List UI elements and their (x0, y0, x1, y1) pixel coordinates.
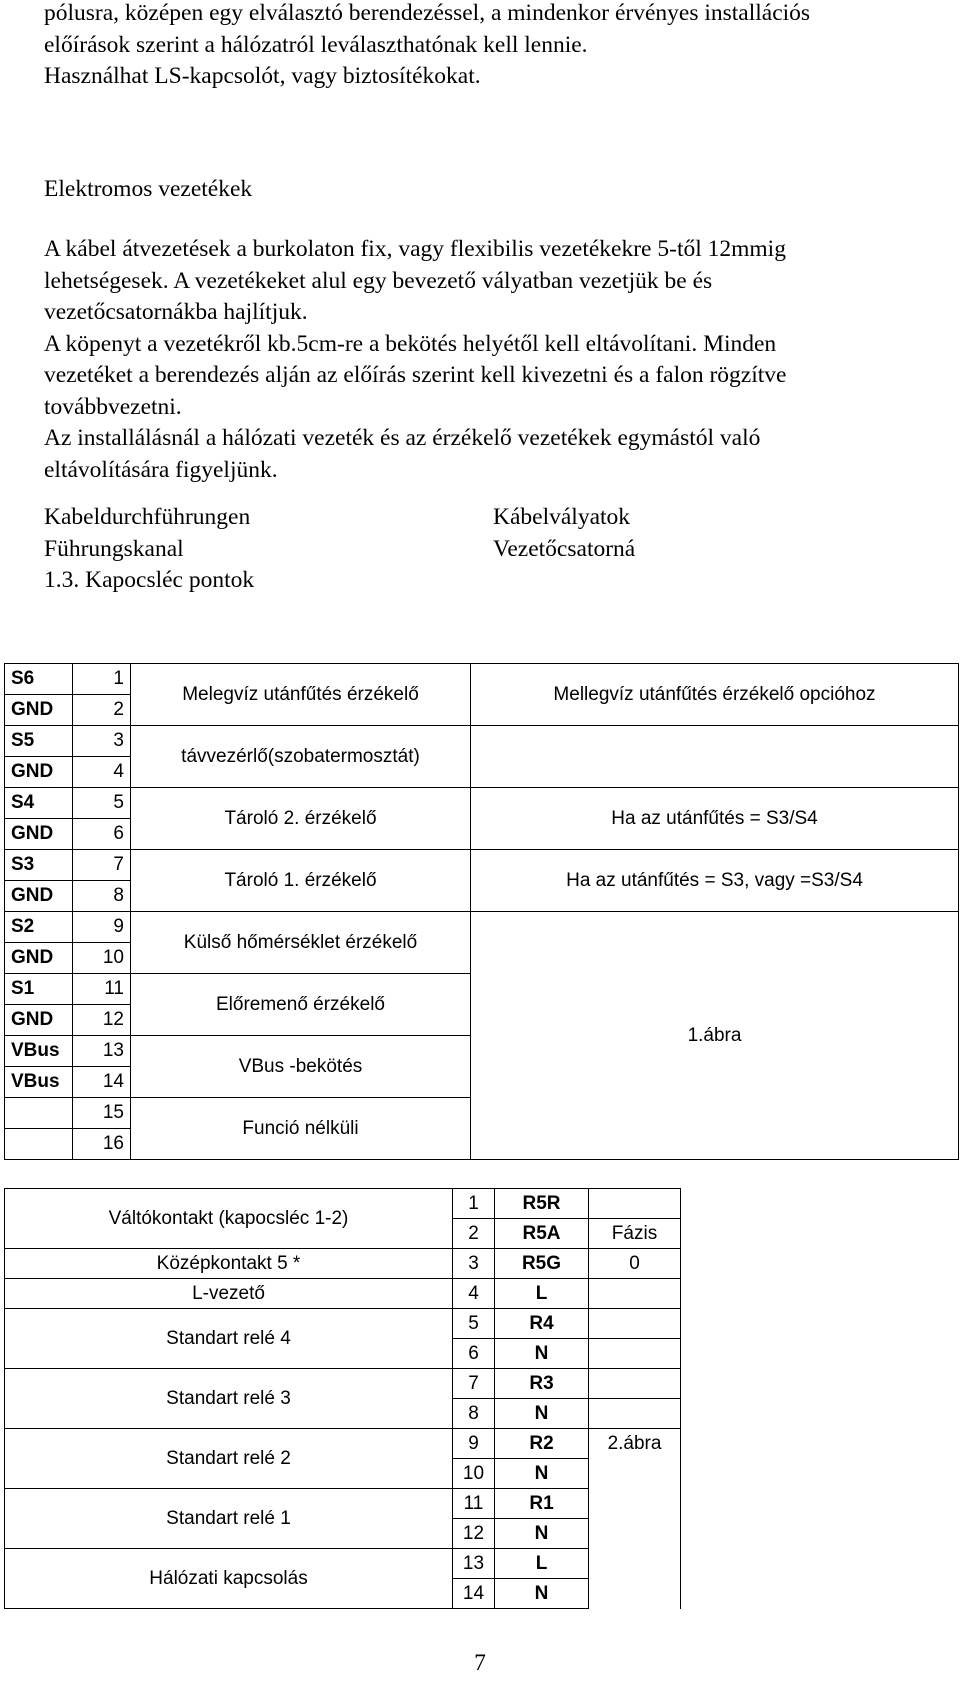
terminal-description: távvezérlő(szobatermosztát) (131, 726, 471, 788)
relay-extra: Fázis (589, 1219, 681, 1249)
intro-line: pólusra, középen egy elválasztó berendezéssel, a mindenkor érvényes installációs (44, 0, 811, 26)
relay-number: 2 (453, 1219, 495, 1249)
relay-label: Standart relé 3 (5, 1369, 453, 1429)
relay-table (4, 1188, 959, 1609)
relay-extra (589, 1339, 681, 1369)
relay-code: R4 (495, 1309, 589, 1339)
relay-code: R1 (495, 1489, 589, 1519)
terminal-label: S5 (5, 726, 73, 757)
terminal-number: 12 (73, 1005, 131, 1036)
body-paragraph (44, 234, 924, 486)
terminal-number: 4 (73, 757, 131, 788)
relay-number: 3 (453, 1249, 495, 1279)
relay-extra (589, 1549, 681, 1579)
body-line: eltávolítására figyeljünk. (44, 456, 278, 483)
terminal-number: 10 (73, 943, 131, 974)
terminal-label: VBus (5, 1036, 73, 1067)
terminal-label: GND (5, 695, 73, 726)
relay-label: Középkontakt 5 * (5, 1249, 453, 1279)
relay-number: 14 (453, 1579, 495, 1609)
relay-label: Standart relé 1 (5, 1489, 453, 1549)
relay-code: R5R (495, 1189, 589, 1219)
body-line: vezetőcsatornákba hajlítjuk. (44, 299, 308, 325)
intro-line: Használhat LS-kapcsolót, vagy biztosítékokat. (44, 63, 481, 89)
terminal-description: Előremenő érzékelő (131, 974, 471, 1036)
body-line: továbbvezetni. (44, 393, 182, 420)
relay-label: Hálózati kapcsolás (5, 1549, 453, 1609)
terminal-label: GND (5, 819, 73, 850)
relay-number: 11 (453, 1489, 495, 1519)
relay-number: 5 (453, 1309, 495, 1339)
relay-number: 9 (453, 1429, 495, 1459)
terminal-number: 15 (73, 1098, 131, 1129)
relay-number: 6 (453, 1339, 495, 1369)
relay-extra (589, 1369, 681, 1399)
body-line: A kábel átvezetések a burkolaton fix, vagy flexibilis vezetékekre 5-től 12mmig (44, 236, 786, 262)
relay-code: R3 (495, 1369, 589, 1399)
terminal-description: VBus -bekötés (131, 1036, 471, 1098)
relay-code: N (495, 1579, 589, 1609)
relay-label: Standart relé 2 (5, 1429, 453, 1489)
terminal-number: 11 (73, 974, 131, 1005)
relay-label: L-vezető (5, 1279, 453, 1309)
terminal-description: Külső hőmérséklet érzékelő (131, 912, 471, 974)
terminal-number: 2 (73, 695, 131, 726)
relay-code: R2 (495, 1429, 589, 1459)
terminal-label: GND (5, 881, 73, 912)
terminal-label: GND (5, 943, 73, 974)
relay-extra: 2.ábra (607, 1432, 662, 1454)
terminal-label: S2 (5, 912, 73, 943)
terminal-note: Ha az utánfűtés = S3, vagy =S3/S4 (471, 850, 959, 912)
intro-line: előírások szerint a hálózatról leválaszthatónak kell lennie. (44, 31, 588, 58)
terminal-description: Tároló 1. érzékelő (131, 850, 471, 912)
body-line: vezetéket a berendezés alján az előírás szerint kell kivezetni és a falon rögzítve (44, 362, 787, 388)
relay-code: R5A (495, 1219, 589, 1249)
page-number: 7 (474, 1650, 486, 1676)
term-right: Kábelvályatok (493, 504, 631, 530)
terminal-label: GND (5, 757, 73, 788)
terminal-number: 9 (73, 912, 131, 943)
relay-extra (589, 1309, 681, 1339)
relay-extra (589, 1189, 681, 1219)
relay-number: 4 (453, 1279, 495, 1309)
relay-extra (589, 1399, 681, 1429)
terminal-number: 6 (73, 819, 131, 850)
terminal-label: S1 (5, 974, 73, 1005)
body-line: Az installálásnál a hálózati vezeték és az érzékelő vezetékek egymástól való (44, 425, 761, 451)
relay-extra (589, 1579, 681, 1609)
relay-label: Váltókontakt (kapocsléc 1-2) (5, 1189, 453, 1249)
relay-number: 8 (453, 1399, 495, 1429)
terminal-table (4, 663, 959, 1160)
relay-label: Standart relé 4 (5, 1309, 453, 1369)
terminal-number: 16 (73, 1129, 131, 1160)
subsection-title: 1.3. Kapocsléc pontok (44, 567, 255, 593)
terms-right (493, 502, 635, 565)
terminal-number: 3 (73, 726, 131, 757)
intro-paragraph (44, 0, 924, 93)
terminal-note: Mellegvíz utánfűtés érzékelő opcióhoz (471, 664, 959, 726)
term-left: Führungskanal (44, 535, 184, 562)
terminal-note: 1.ábra (471, 912, 959, 1160)
terminal-note: Ha az utánfűtés = S3/S4 (471, 788, 959, 850)
relay-extra (589, 1519, 681, 1549)
relay-number: 7 (453, 1369, 495, 1399)
relay-code: N (495, 1339, 589, 1369)
terminal-number: 1 (73, 664, 131, 695)
terminal-description: Funció nélküli (131, 1098, 471, 1160)
terminal-number: 8 (73, 881, 131, 912)
terminal-label: GND (5, 1005, 73, 1036)
body-line: A köpenyt a vezetékről kb.5cm-re a bekötés helyétől kell eltávolítani. Minden (44, 330, 777, 357)
relay-code: N (495, 1519, 589, 1549)
section-title: Elektromos vezetékek (44, 176, 253, 202)
terminal-note (471, 726, 959, 788)
relay-number: 12 (453, 1519, 495, 1549)
body-line: lehetségesek. A vezetékeket alul egy bevezető vályatban vezetjük be és (44, 267, 713, 294)
terminal-description: Tároló 2. érzékelő (131, 788, 471, 850)
term-left: Kabeldurchführungen (44, 504, 251, 530)
terms-left (44, 502, 254, 597)
relay-code: L (495, 1549, 589, 1579)
terminal-number: 5 (73, 788, 131, 819)
terminal-label: VBus (5, 1067, 73, 1098)
relay-number: 10 (453, 1459, 495, 1489)
relay-extra (589, 1279, 681, 1309)
terminal-label: S3 (5, 850, 73, 881)
terminal-label (5, 1129, 73, 1160)
relay-number: 1 (453, 1189, 495, 1219)
relay-code: R5G (495, 1249, 589, 1279)
terminal-number: 14 (73, 1067, 131, 1098)
terminal-label (5, 1098, 73, 1129)
relay-extra: 0 (589, 1249, 681, 1279)
terminal-description: Melegvíz utánfűtés érzékelő (131, 664, 471, 726)
term-right: Vezetőcsatorná (493, 535, 636, 562)
terminal-label: S6 (5, 664, 73, 695)
terminal-label: S4 (5, 788, 73, 819)
terminal-number: 7 (73, 850, 131, 881)
terminal-number: 13 (73, 1036, 131, 1067)
relay-extra (589, 1489, 681, 1519)
relay-code: N (495, 1459, 589, 1489)
relay-number: 13 (453, 1549, 495, 1579)
relay-code: L (495, 1279, 589, 1309)
relay-extra (589, 1459, 681, 1489)
relay-code: N (495, 1399, 589, 1429)
